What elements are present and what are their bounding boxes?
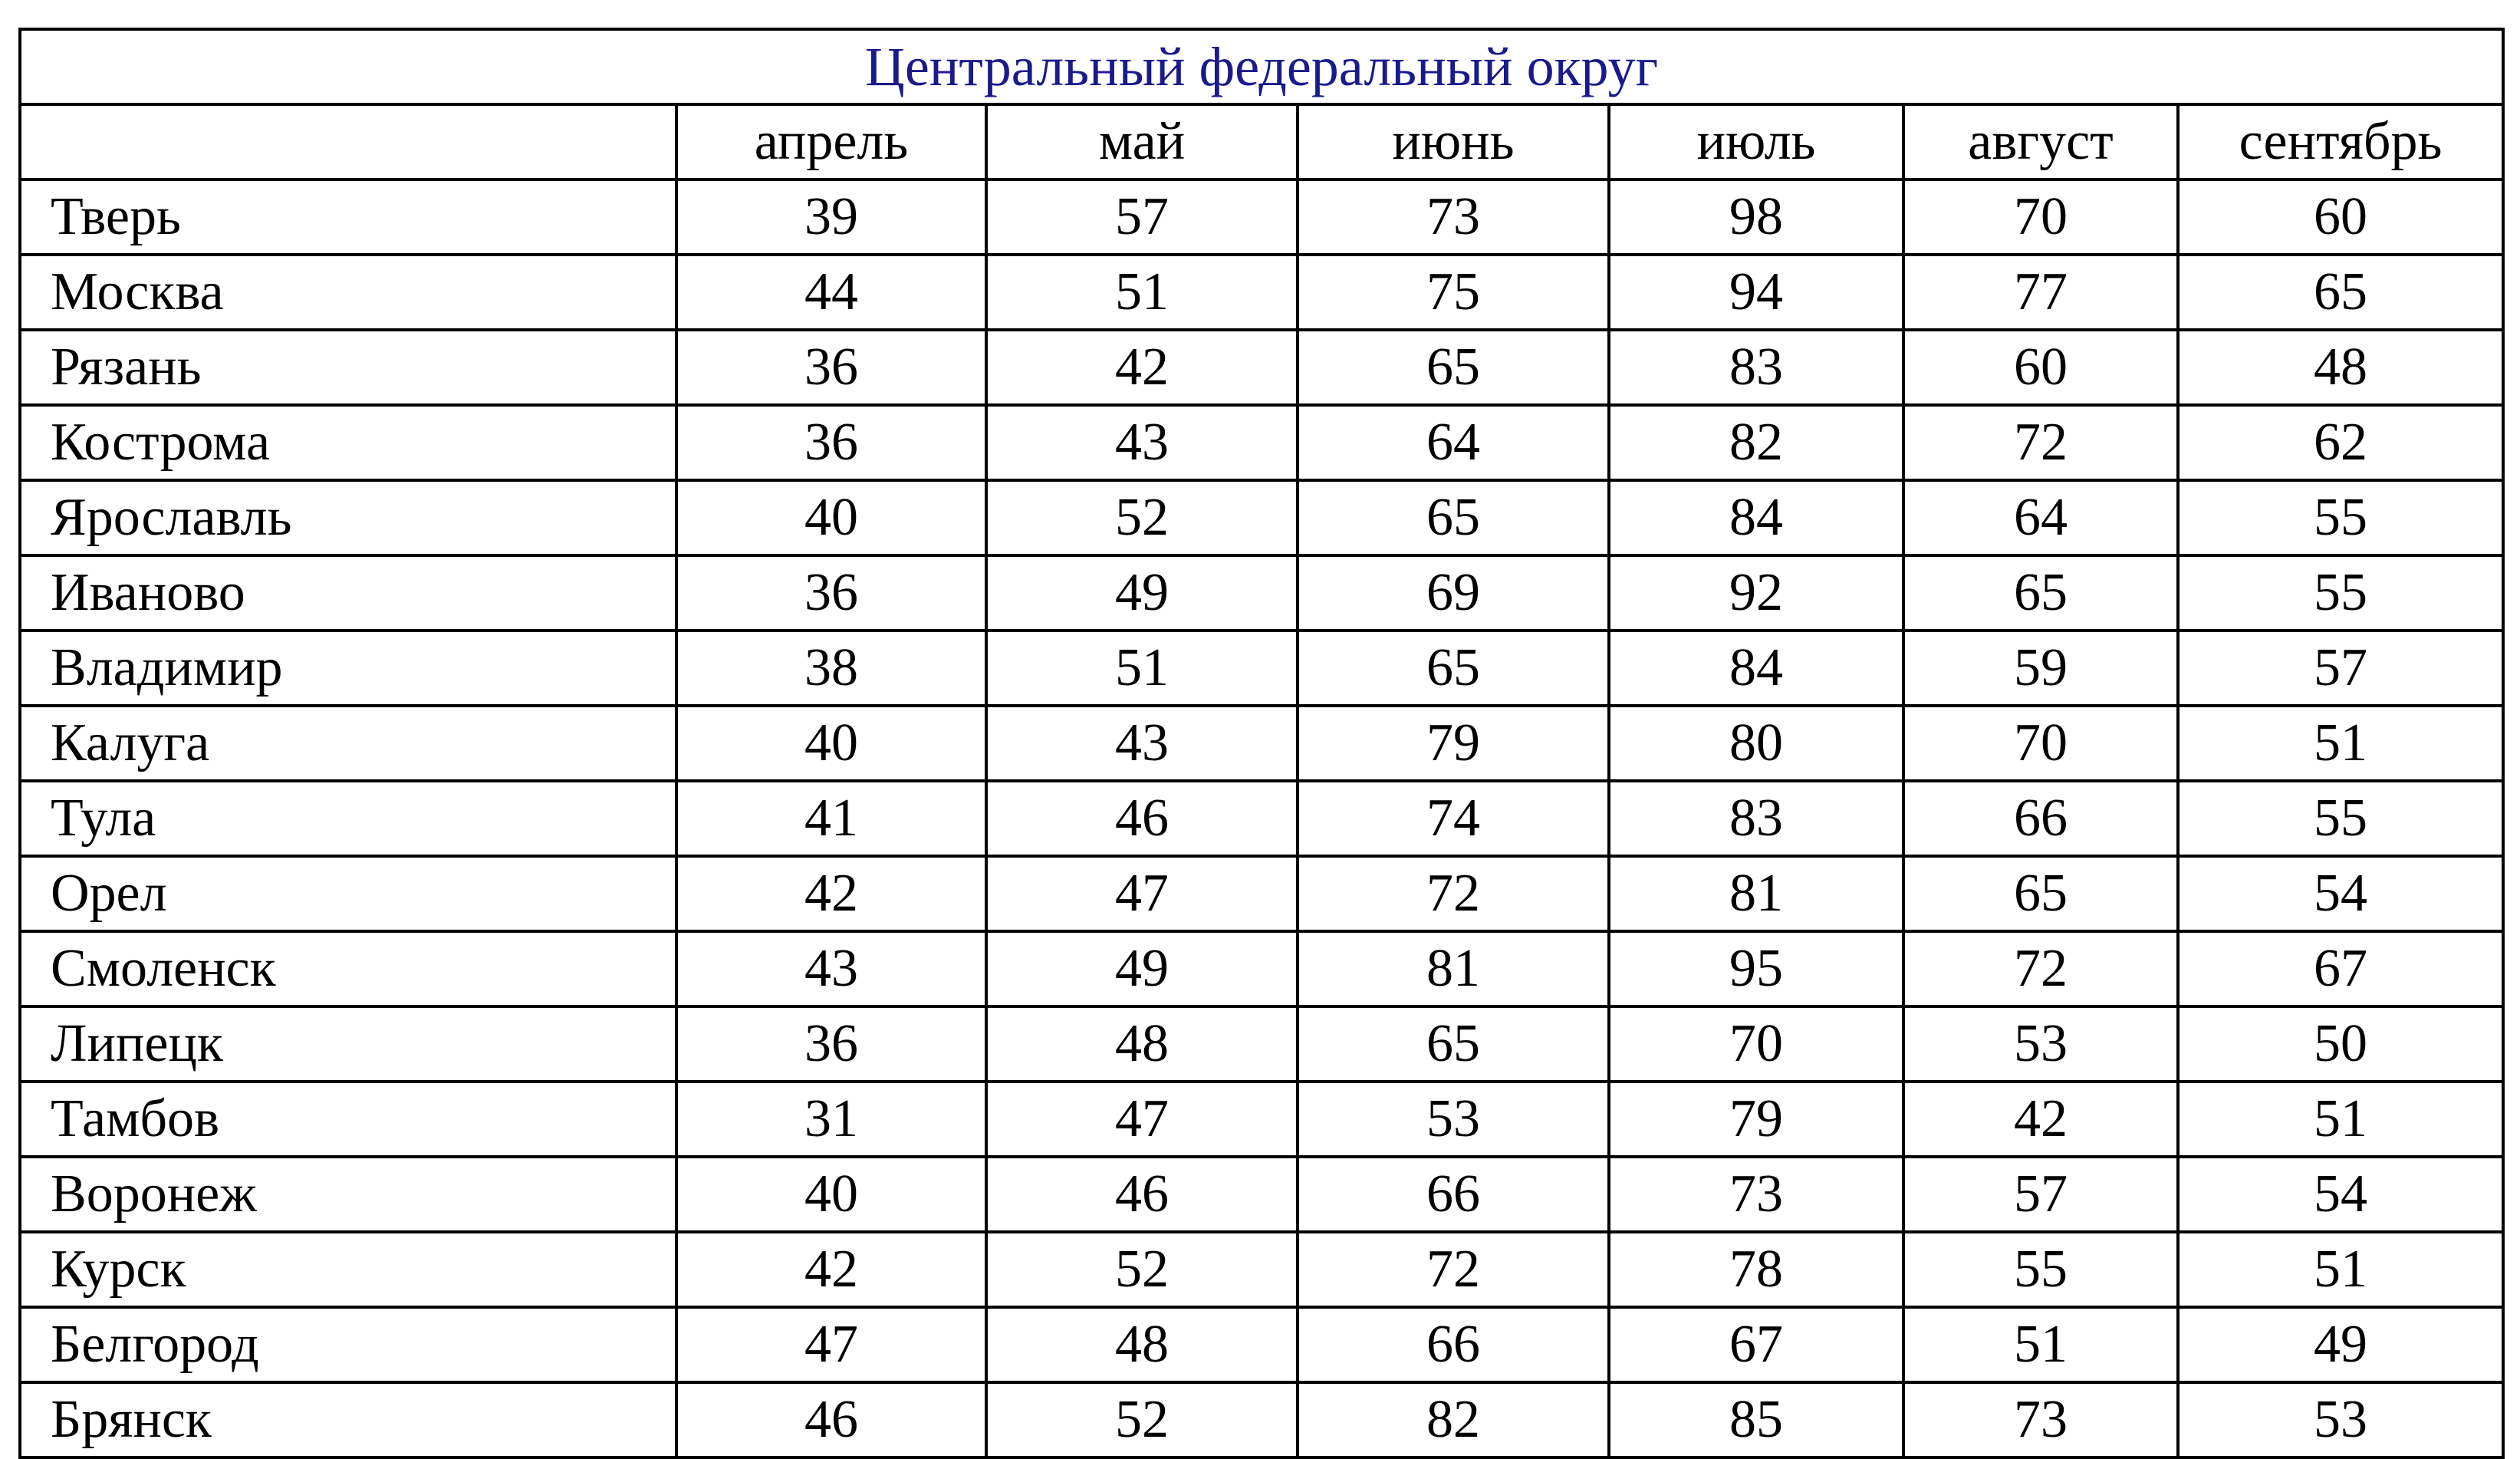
- value-cell: 51: [986, 255, 1298, 330]
- value-cell: 81: [1298, 931, 1609, 1006]
- value-cell: 67: [1609, 1307, 1903, 1382]
- table-row: [20, 480, 2503, 555]
- value-cell: 51: [2178, 1082, 2503, 1157]
- table-row: [20, 1307, 2503, 1382]
- value-cell: 36: [676, 555, 986, 631]
- value-cell: 39: [676, 179, 986, 255]
- value-cell: 72: [1298, 856, 1609, 931]
- table-row: [20, 781, 2503, 856]
- title-row: [20, 29, 2503, 104]
- value-cell: 57: [2178, 631, 2503, 706]
- header-corner-cell: [20, 104, 676, 179]
- value-cell: 75: [1298, 255, 1609, 330]
- city-name-cell: Владимир: [20, 631, 676, 706]
- table-row: [20, 1157, 2503, 1232]
- value-cell: 65: [2178, 255, 2503, 330]
- value-cell: 80: [1609, 706, 1903, 781]
- value-cell: 38: [676, 631, 986, 706]
- header-month-may: май: [986, 104, 1298, 179]
- value-cell: 31: [676, 1082, 986, 1157]
- city-name-cell: Тверь: [20, 179, 676, 255]
- value-cell: 72: [1298, 1232, 1609, 1307]
- value-cell: 49: [2178, 1307, 2503, 1382]
- value-cell: 64: [1903, 480, 2178, 555]
- value-cell: 73: [1903, 1382, 2178, 1457]
- table-row: [20, 706, 2503, 781]
- value-cell: 53: [2178, 1382, 2503, 1457]
- value-cell: 47: [986, 856, 1298, 931]
- header-month-august: август: [1903, 104, 2178, 179]
- value-cell: 57: [986, 179, 1298, 255]
- value-cell: 48: [986, 1006, 1298, 1082]
- city-name-cell: Рязань: [20, 330, 676, 405]
- value-cell: 94: [1609, 255, 1903, 330]
- value-cell: 65: [1903, 856, 2178, 931]
- value-cell: 46: [676, 1382, 986, 1457]
- value-cell: 65: [1903, 555, 2178, 631]
- value-cell: 52: [986, 1382, 1298, 1457]
- value-cell: 52: [986, 480, 1298, 555]
- table-row: [20, 255, 2503, 330]
- header-row: [20, 104, 2503, 179]
- value-cell: 49: [986, 555, 1298, 631]
- city-name-cell: Ярославль: [20, 480, 676, 555]
- value-cell: 77: [1903, 255, 2178, 330]
- value-cell: 70: [1903, 179, 2178, 255]
- value-cell: 74: [1298, 781, 1609, 856]
- value-cell: 42: [1903, 1082, 2178, 1157]
- value-cell: 84: [1609, 480, 1903, 555]
- value-cell: 66: [1903, 781, 2178, 856]
- value-cell: 60: [2178, 179, 2503, 255]
- value-cell: 51: [2178, 1232, 2503, 1307]
- value-cell: 42: [986, 330, 1298, 405]
- city-name-cell: Смоленск: [20, 931, 676, 1006]
- city-name-cell: Курск: [20, 1232, 676, 1307]
- value-cell: 70: [1609, 1006, 1903, 1082]
- table-row: [20, 330, 2503, 405]
- value-cell: 49: [986, 931, 1298, 1006]
- value-cell: 48: [986, 1307, 1298, 1382]
- value-cell: 70: [1903, 706, 2178, 781]
- value-cell: 36: [676, 1006, 986, 1082]
- value-cell: 59: [1903, 631, 2178, 706]
- value-cell: 41: [676, 781, 986, 856]
- value-cell: 43: [986, 706, 1298, 781]
- table-row: [20, 1082, 2503, 1157]
- value-cell: 46: [986, 781, 1298, 856]
- temperature-table: [18, 28, 2505, 1459]
- value-cell: 47: [986, 1082, 1298, 1157]
- value-cell: 48: [2178, 330, 2503, 405]
- city-name-cell: Тула: [20, 781, 676, 856]
- value-cell: 42: [676, 856, 986, 931]
- value-cell: 53: [1903, 1006, 2178, 1082]
- value-cell: 98: [1609, 179, 1903, 255]
- city-name-cell: Липецк: [20, 1006, 676, 1082]
- value-cell: 47: [676, 1307, 986, 1382]
- value-cell: 95: [1609, 931, 1903, 1006]
- city-name-cell: Орел: [20, 856, 676, 931]
- value-cell: 83: [1609, 330, 1903, 405]
- value-cell: 55: [2178, 480, 2503, 555]
- value-cell: 60: [1903, 330, 2178, 405]
- value-cell: 73: [1298, 179, 1609, 255]
- value-cell: 40: [676, 480, 986, 555]
- value-cell: 65: [1298, 330, 1609, 405]
- value-cell: 51: [1903, 1307, 2178, 1382]
- value-cell: 50: [2178, 1006, 2503, 1082]
- value-cell: 40: [676, 1157, 986, 1232]
- value-cell: 65: [1298, 631, 1609, 706]
- table-row: [20, 555, 2503, 631]
- value-cell: 66: [1298, 1157, 1609, 1232]
- table-row: [20, 631, 2503, 706]
- table-title: Центральный федеральный округ: [20, 29, 2503, 104]
- value-cell: 65: [1298, 480, 1609, 555]
- value-cell: 46: [986, 1157, 1298, 1232]
- value-cell: 64: [1298, 405, 1609, 480]
- city-name-cell: Брянск: [20, 1382, 676, 1457]
- city-name-cell: Москва: [20, 255, 676, 330]
- value-cell: 54: [2178, 856, 2503, 931]
- value-cell: 51: [986, 631, 1298, 706]
- value-cell: 72: [1903, 405, 2178, 480]
- city-name-cell: Иваново: [20, 555, 676, 631]
- value-cell: 66: [1298, 1307, 1609, 1382]
- header-month-april: апрель: [676, 104, 986, 179]
- table-row: [20, 405, 2503, 480]
- value-cell: 83: [1609, 781, 1903, 856]
- value-cell: 51: [2178, 706, 2503, 781]
- table-row: [20, 1382, 2503, 1457]
- table-row: [20, 179, 2503, 255]
- value-cell: 36: [676, 405, 986, 480]
- value-cell: 73: [1609, 1157, 1903, 1232]
- table-row: [20, 1006, 2503, 1082]
- value-cell: 36: [676, 330, 986, 405]
- value-cell: 53: [1298, 1082, 1609, 1157]
- value-cell: 42: [676, 1232, 986, 1307]
- value-cell: 54: [2178, 1157, 2503, 1232]
- table-row: [20, 1232, 2503, 1307]
- city-name-cell: Калуга: [20, 706, 676, 781]
- value-cell: 72: [1903, 931, 2178, 1006]
- city-name-cell: Кострома: [20, 405, 676, 480]
- value-cell: 84: [1609, 631, 1903, 706]
- value-cell: 44: [676, 255, 986, 330]
- value-cell: 82: [1298, 1382, 1609, 1457]
- table-row: [20, 931, 2503, 1006]
- value-cell: 67: [2178, 931, 2503, 1006]
- city-name-cell: Белгород: [20, 1307, 676, 1382]
- header-month-june: июнь: [1298, 104, 1609, 179]
- value-cell: 43: [676, 931, 986, 1006]
- value-cell: 78: [1609, 1232, 1903, 1307]
- value-cell: 81: [1609, 856, 1903, 931]
- value-cell: 79: [1609, 1082, 1903, 1157]
- value-cell: 62: [2178, 405, 2503, 480]
- city-name-cell: Воронеж: [20, 1157, 676, 1232]
- value-cell: 92: [1609, 555, 1903, 631]
- value-cell: 52: [986, 1232, 1298, 1307]
- value-cell: 85: [1609, 1382, 1903, 1457]
- value-cell: 57: [1903, 1157, 2178, 1232]
- value-cell: 55: [2178, 781, 2503, 856]
- value-cell: 79: [1298, 706, 1609, 781]
- value-cell: 69: [1298, 555, 1609, 631]
- value-cell: 65: [1298, 1006, 1609, 1082]
- value-cell: 55: [1903, 1232, 2178, 1307]
- table-row: [20, 856, 2503, 931]
- header-month-september: сентябрь: [2178, 104, 2503, 179]
- header-month-july: июль: [1609, 104, 1903, 179]
- value-cell: 40: [676, 706, 986, 781]
- value-cell: 43: [986, 405, 1298, 480]
- table-body: [20, 179, 2503, 1457]
- value-cell: 55: [2178, 555, 2503, 631]
- value-cell: 82: [1609, 405, 1903, 480]
- city-name-cell: Тамбов: [20, 1082, 676, 1157]
